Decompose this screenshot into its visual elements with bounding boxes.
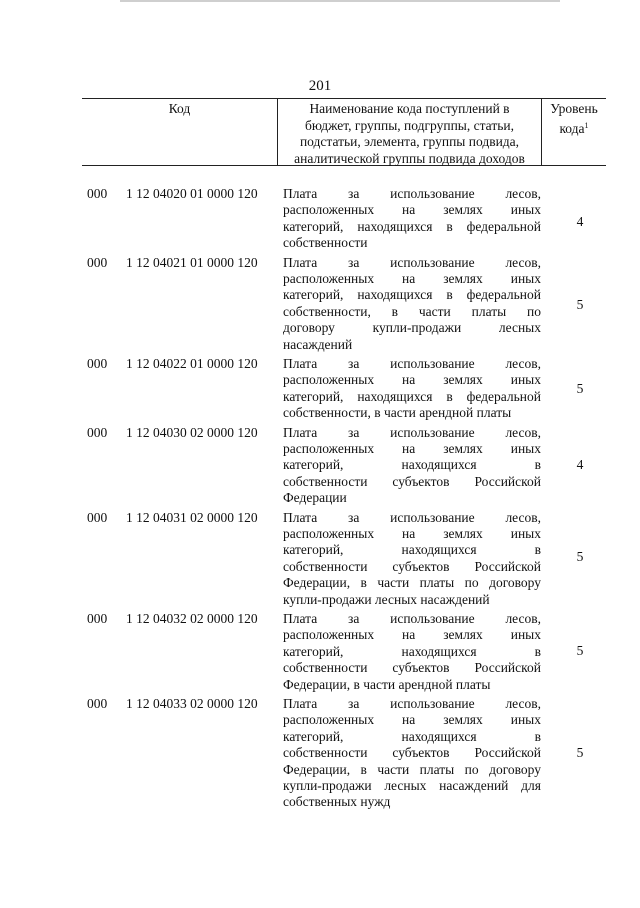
header-level-line xyxy=(542,118,606,138)
revenue-name-line: расположенных на землях иных xyxy=(283,270,541,286)
header-level-text: кода xyxy=(559,120,585,136)
revenue-name-line: купли-продажи лесных насаждений для xyxy=(283,777,541,793)
revenue-name xyxy=(283,611,541,693)
page-number: 201 xyxy=(308,78,332,94)
revenue-name-line: Федерации, в части арендной платы xyxy=(283,676,491,692)
revenue-name-line: категорий, находящихся в xyxy=(283,728,541,744)
revenue-name-line: собственности, в части платы по xyxy=(283,303,541,319)
admin-code: 000 xyxy=(87,254,108,270)
revenue-name-line: категорий, находящихся в xyxy=(283,457,541,473)
header-name-line: бюджет, группы, подгруппы, статьи, xyxy=(305,117,514,133)
header-name-line: аналитической группы подвида доходов xyxy=(294,150,525,166)
header-name-line: Наименование кода поступлений в xyxy=(309,101,510,116)
revenue-name-line: категорий, находящихся в xyxy=(283,542,541,558)
code-level: 4 xyxy=(576,456,584,472)
table-header xyxy=(82,98,606,166)
revenue-name-line: насаждений xyxy=(283,336,353,352)
revenue-name xyxy=(283,510,541,608)
scan-top-edge xyxy=(120,0,560,2)
revenue-name-line: собственности xyxy=(283,235,368,251)
code-level: 5 xyxy=(576,548,584,564)
revenue-code: 1 12 04031 02 0000 120 xyxy=(126,509,258,525)
revenue-name-line: категорий, находящихся в федеральной xyxy=(283,218,541,234)
header-code: Код xyxy=(168,101,191,116)
revenue-name-line: расположенных на землях иных xyxy=(283,627,541,643)
revenue-name-line: категорий, находящихся в xyxy=(283,643,541,659)
revenue-code: 1 12 04032 02 0000 120 xyxy=(126,611,258,626)
revenue-name-line: Плата за использование лесов, xyxy=(283,356,541,371)
header-name xyxy=(278,101,541,167)
revenue-name-line: собственности субъектов Российской xyxy=(283,473,541,489)
code-level: 5 xyxy=(576,643,584,658)
revenue-name xyxy=(283,356,541,422)
header-level-footnote: 1 xyxy=(584,120,589,130)
revenue-name-line: договору купли-продажи лесных xyxy=(283,320,541,336)
revenue-name-line: категорий, находящихся в федеральной xyxy=(283,287,541,303)
code-level: 4 xyxy=(576,214,584,229)
revenue-name-line: Федерации xyxy=(283,490,347,506)
revenue-name-line: расположенных на землях иных xyxy=(283,440,541,456)
admin-code: 000 xyxy=(87,424,108,440)
revenue-name-line: купли-продажи лесных насаждений xyxy=(283,591,490,607)
header-name-line: подстатьи, элемента, группы подвида, xyxy=(299,134,520,149)
revenue-name-line: собственности субъектов Российской xyxy=(283,558,541,574)
revenue-name-line: Плата за использование лесов, xyxy=(283,509,541,525)
revenue-name xyxy=(283,425,541,507)
revenue-name-line: Плата за использование лесов, xyxy=(283,696,541,711)
revenue-code: 1 12 04033 02 0000 120 xyxy=(126,696,258,711)
revenue-name-line: Плата за использование лесов, xyxy=(283,186,541,201)
admin-code: 000 xyxy=(87,696,108,711)
revenue-name-line: Федерации, в части платы по договору xyxy=(283,761,541,777)
header-level-line: Уровень xyxy=(550,101,598,116)
code-level: 5 xyxy=(576,745,584,760)
revenue-name-line: расположенных на землях иных xyxy=(283,372,541,388)
revenue-name-line: Плата за использование лесов, xyxy=(283,424,541,440)
admin-code: 000 xyxy=(87,611,108,626)
revenue-name-line: Плата за использование лесов, xyxy=(283,611,541,626)
revenue-code: 1 12 04020 01 0000 120 xyxy=(126,186,258,201)
revenue-name-line: расположенных на землях иных xyxy=(283,525,541,541)
revenue-name-line: собственности субъектов Российской xyxy=(283,660,541,676)
revenue-name-line: собственных нужд xyxy=(283,794,391,810)
revenue-name-line: расположенных на землях иных xyxy=(283,712,541,728)
code-level: 5 xyxy=(576,296,584,312)
revenue-name-line: собственности, в части арендной платы xyxy=(283,405,512,421)
code-level: 5 xyxy=(576,381,584,396)
admin-code: 000 xyxy=(87,509,108,525)
revenue-name-line: категорий, находящихся в федеральной xyxy=(283,388,541,404)
admin-code: 000 xyxy=(87,356,108,371)
revenue-name xyxy=(283,696,541,811)
revenue-name xyxy=(283,255,541,353)
revenue-name-line: собственности субъектов Российской xyxy=(283,745,541,761)
revenue-code: 1 12 04022 01 0000 120 xyxy=(126,356,258,371)
admin-code: 000 xyxy=(87,186,108,201)
revenue-name-line: Федерации, в части платы по договору xyxy=(283,575,541,591)
revenue-name-line: расположенных на землях иных xyxy=(283,202,541,218)
revenue-name xyxy=(283,186,541,252)
revenue-code: 1 12 04021 01 0000 120 xyxy=(126,254,258,270)
revenue-name-line: Плата за использование лесов, xyxy=(283,254,541,270)
header-level xyxy=(542,101,606,137)
revenue-code: 1 12 04030 02 0000 120 xyxy=(126,424,258,440)
